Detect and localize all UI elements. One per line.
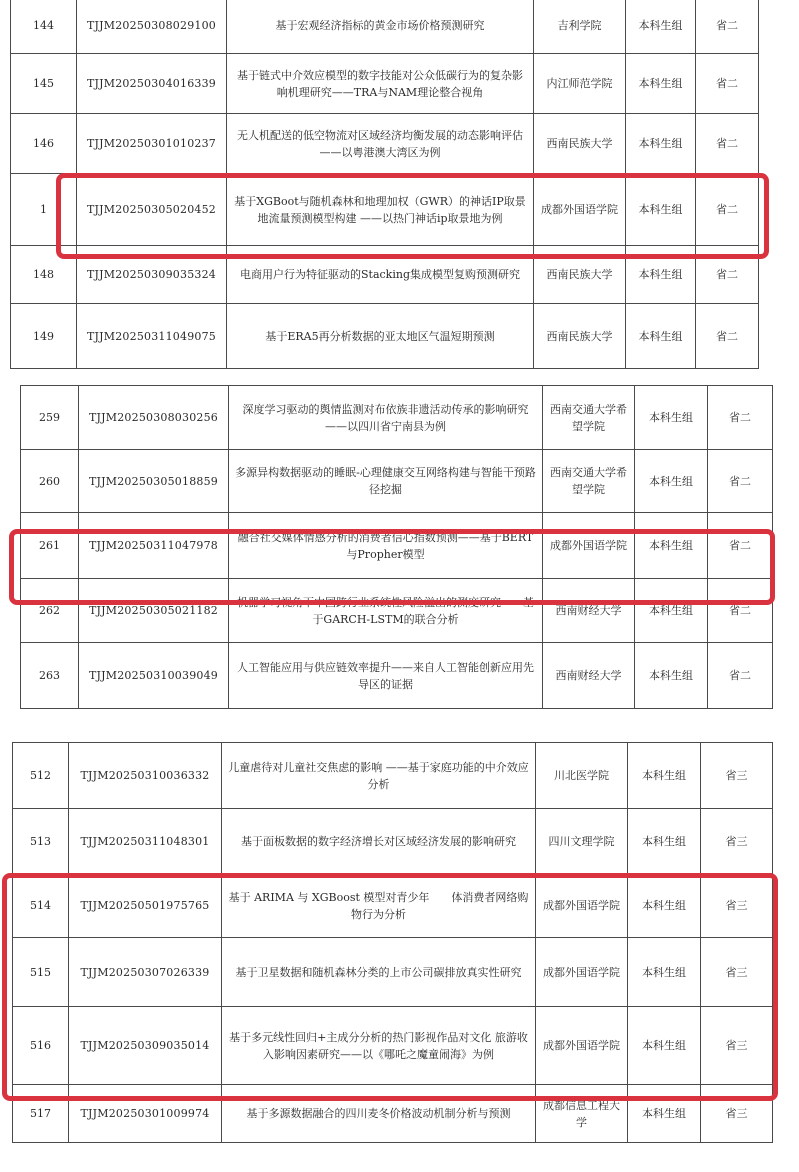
cell-title: 无人机配送的低空物流对区域经济均衡发展的动态影响评估——以粤港澳大湾区为例 (227, 114, 534, 174)
table-row (21, 386, 773, 450)
cell-school: 成都信息工程大学 (536, 1085, 628, 1143)
table-segment-2 (20, 385, 773, 709)
cell-school: 吉利学院 (534, 0, 626, 54)
cell-school: 西南交通大学希望学院 (543, 386, 635, 450)
cell-group: 本科生组 (628, 874, 701, 938)
cell-award: 省二 (708, 643, 773, 709)
cell-title: 基于多源数据融合的四川麦冬价格波动机制分析与预测 (222, 1085, 536, 1143)
cell-num: 148 (11, 246, 77, 304)
cell-group: 本科生组 (628, 1007, 701, 1085)
cell-award: 省二 (708, 579, 773, 643)
cell-num: 515 (13, 938, 69, 1007)
table-row (21, 643, 773, 709)
cell-num: 263 (21, 643, 79, 709)
cell-group: 本科生组 (626, 304, 696, 369)
cell-award: 省二 (696, 0, 759, 54)
cell-award: 省二 (696, 174, 759, 246)
cell-num: 146 (11, 114, 77, 174)
cell-code: TJJM20250305021182 (79, 579, 229, 643)
cell-title: 深度学习驱动的舆情监测对布依族非遗活动传承的影响研究——以四川省宁南县为例 (229, 386, 543, 450)
cell-award: 省二 (708, 450, 773, 513)
table-row (21, 450, 773, 513)
cell-num: 259 (21, 386, 79, 450)
cell-award: 省二 (696, 304, 759, 369)
cell-group: 本科生组 (635, 579, 708, 643)
cell-school: 四川文理学院 (536, 809, 628, 874)
cell-code: TJJM20250311049075 (77, 304, 227, 369)
cell-code: TJJM20250310036332 (69, 743, 222, 809)
segment-gap-1 (0, 373, 799, 385)
cell-title: 基于XGBoot与随机森林和地理加权（GWR）的神话IP取景地流量预测模型构建 ——以热门神话ip取景地为例 (227, 174, 534, 246)
cell-group: 本科生组 (628, 743, 701, 809)
cell-title: 人工智能应用与供应链效率提升——来自人工智能创新应用先导区的证据 (229, 643, 543, 709)
cell-award: 省三 (701, 743, 773, 809)
cell-award: 省二 (708, 513, 773, 579)
cell-group: 本科生组 (626, 174, 696, 246)
table-row (11, 114, 759, 174)
cell-title: 电商用户行为特征驱动的Stacking集成模型复购预测研究 (227, 246, 534, 304)
cell-code: TJJM20250307026339 (69, 938, 222, 1007)
cell-code: TJJM20250309035324 (77, 246, 227, 304)
cell-num: 516 (13, 1007, 69, 1085)
cell-code: TJJM20250501975765 (69, 874, 222, 938)
cell-title: 基于ERA5再分析数据的亚太地区气温短期预测 (227, 304, 534, 369)
cell-code: TJJM20250304016339 (77, 54, 227, 114)
cell-school: 西南民族大学 (534, 114, 626, 174)
cell-award: 省三 (701, 874, 773, 938)
table-row (13, 743, 773, 809)
table-row (21, 513, 773, 579)
cell-school: 成都外国语学院 (543, 513, 635, 579)
cell-code: TJJM20250305020452 (77, 174, 227, 246)
table-row (13, 1085, 773, 1143)
cell-school: 西南财经大学 (543, 643, 635, 709)
cell-num: 513 (13, 809, 69, 874)
cell-school: 成都外国语学院 (536, 874, 628, 938)
cell-code: TJJM20250305018859 (79, 450, 229, 513)
cell-title: 基于卫星数据和随机森林分类的上市公司碳排放真实性研究 (222, 938, 536, 1007)
cell-code: TJJM20250301010237 (77, 114, 227, 174)
cell-award: 省三 (701, 1007, 773, 1085)
cell-award: 省二 (696, 54, 759, 114)
table-row (11, 0, 759, 54)
table-row (21, 579, 773, 643)
cell-group: 本科生组 (635, 513, 708, 579)
cell-num: 260 (21, 450, 79, 513)
table-row (11, 304, 759, 369)
cell-title: 基于多元线性回归+主成分分析的热门影视作品对文化 旅游收入影响因素研究——以《哪吒之魔童闹海》为例 (222, 1007, 536, 1085)
cell-num: 145 (11, 54, 77, 114)
award-table-3 (12, 742, 773, 1143)
cell-group: 本科生组 (626, 246, 696, 304)
cell-school: 成都外国语学院 (536, 1007, 628, 1085)
cell-title: 基于宏观经济指标的黄金市场价格预测研究 (227, 0, 534, 54)
cell-code: TJJM20250301009974 (69, 1085, 222, 1143)
cell-award: 省三 (701, 809, 773, 874)
cell-num: 149 (11, 304, 77, 369)
table-row (11, 54, 759, 114)
table-row (13, 809, 773, 874)
table-segment-1 (10, 0, 759, 369)
cell-num: 512 (13, 743, 69, 809)
table-row (11, 246, 759, 304)
cell-school: 川北医学院 (536, 743, 628, 809)
table-row (13, 938, 773, 1007)
cell-group: 本科生组 (628, 938, 701, 1007)
cell-award: 省二 (708, 386, 773, 450)
cell-title: 基于链式中介效应模型的数字技能对公众低碳行为的复杂影响机理研究——TRA与NAM理论整合视角 (227, 54, 534, 114)
cell-num: 1 (11, 174, 77, 246)
cell-title: 机器学习视角下中国跨行业系统性风险溢出的测度研究——基于GARCH-LSTM的联合分析 (229, 579, 543, 643)
cell-award: 省三 (701, 938, 773, 1007)
cell-num: 262 (21, 579, 79, 643)
cell-school: 西南交通大学希望学院 (543, 450, 635, 513)
cell-school: 成都外国语学院 (536, 938, 628, 1007)
cell-group: 本科生组 (626, 54, 696, 114)
table-row (11, 174, 759, 246)
cell-title: 儿童虐待对儿童社交焦虑的影响 ——基于家庭功能的中介效应分析 (222, 743, 536, 809)
cell-group: 本科生组 (635, 643, 708, 709)
table-segment-3 (12, 742, 773, 1143)
cell-group: 本科生组 (635, 386, 708, 450)
cell-school: 内江师范学院 (534, 54, 626, 114)
cell-school: 西南民族大学 (534, 246, 626, 304)
table-row (13, 1007, 773, 1085)
table-row (13, 874, 773, 938)
cell-award: 省二 (696, 246, 759, 304)
cell-group: 本科生组 (626, 0, 696, 54)
cell-num: 514 (13, 874, 69, 938)
award-table-1 (10, 0, 759, 369)
cell-school: 成都外国语学院 (534, 174, 626, 246)
cell-title: 融合社交媒体情感分析的消费者信心指数预测——基于BERT与Propher模型 (229, 513, 543, 579)
cell-school: 西南民族大学 (534, 304, 626, 369)
cell-num: 144 (11, 0, 77, 54)
cell-group: 本科生组 (626, 114, 696, 174)
cell-num: 517 (13, 1085, 69, 1143)
cell-code: TJJM20250308029100 (77, 0, 227, 54)
cell-group: 本科生组 (635, 450, 708, 513)
cell-code: TJJM20250310039049 (79, 643, 229, 709)
cell-num: 261 (21, 513, 79, 579)
cell-title: 基于面板数据的数字经济增长对区域经济发展的影响研究 (222, 809, 536, 874)
cell-award: 省三 (701, 1085, 773, 1143)
cell-code: TJJM20250311047978 (79, 513, 229, 579)
cell-title: 基于 ARIMA 与 XGBoost 模型对青少年 体消费者网络购物行为分析 (222, 874, 536, 938)
cell-code: TJJM20250308030256 (79, 386, 229, 450)
cell-award: 省二 (696, 114, 759, 174)
cell-code: TJJM20250311048301 (69, 809, 222, 874)
cell-title: 多源异构数据驱动的睡眠-心理健康交互网络构建与智能干预路径挖掘 (229, 450, 543, 513)
cell-code: TJJM20250309035014 (69, 1007, 222, 1085)
cell-group: 本科生组 (628, 809, 701, 874)
segment-gap-2 (0, 718, 799, 742)
cell-group: 本科生组 (628, 1085, 701, 1143)
award-table-2 (20, 385, 773, 709)
cell-school: 西南财经大学 (543, 579, 635, 643)
